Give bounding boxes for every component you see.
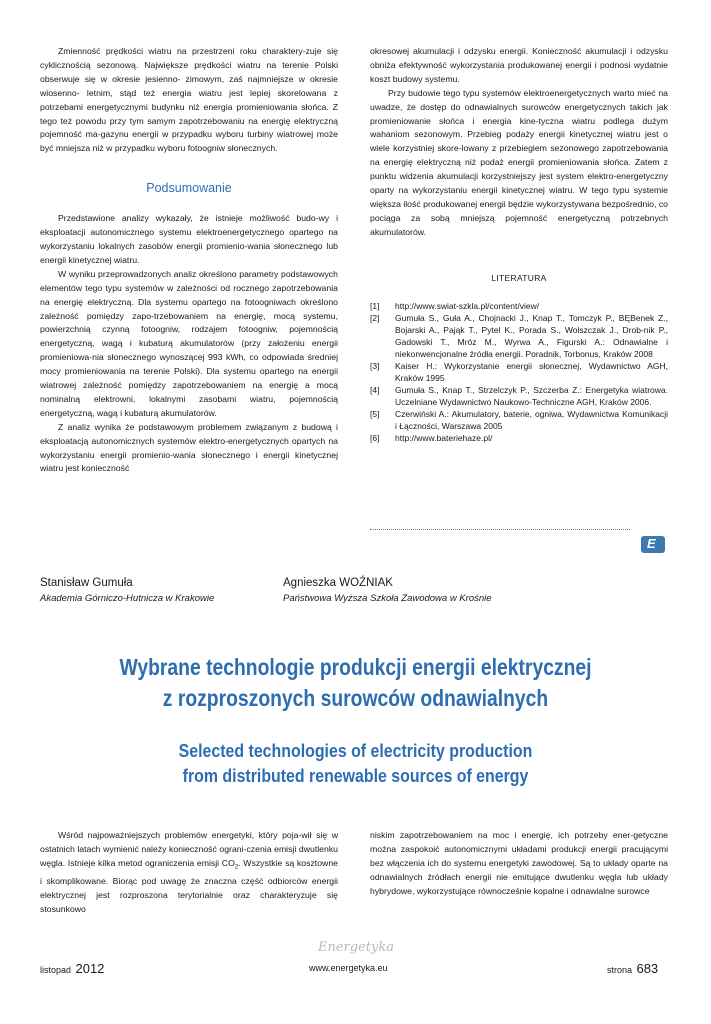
author-name: Stanisław Gumuła <box>40 577 133 589</box>
reference-item <box>370 384 668 408</box>
paragraph: Przedstawione analizy wykazały, że istnieje możliwość budo-wy i eksploatacji autonomicznego systemu elektroenergetycznego opartego na wykorzystaniu lokalnych zasobów energii promienio-wania słonecznego lub energii kinetycznej wiatru. <box>40 213 338 265</box>
paragraph: okresowej akumulacji i odzysku energii. Konieczność akumulacji i odzysku obniża efektywność wykorzystania produkowanej energii i podnosi wydatnie koszt budowy systemu. <box>370 46 668 84</box>
column-bottom-left <box>40 829 338 917</box>
journal-end-mark-icon: E <box>641 536 665 553</box>
column-top-left <box>40 45 338 476</box>
reference-number: [6] <box>370 432 380 443</box>
end-rule <box>370 529 630 530</box>
reference-number: [5] <box>370 408 380 419</box>
author-affiliation: Państwowa Wyższa Szkoła Zawodowa w Krośnie <box>283 593 492 604</box>
reference-text: Czerwiński A.: Akumulatory, baterie, ogniwa, Wydawnictwa Komunikacji i Łączności, Warszawa 2005 <box>395 408 668 431</box>
reference-number: [2] <box>370 312 380 323</box>
title-line: Selected technologies of electricity production <box>178 740 533 761</box>
reference-item <box>370 432 668 444</box>
reference-text: Kaiser H.: Wykorzystanie energii słonecznej, Wydawnictwo AGH, Kraków 1995 <box>395 360 668 383</box>
reference-number: [1] <box>370 300 380 311</box>
author-name: Agnieszka WOŹNIAK <box>283 577 393 589</box>
paragraph: Przy budowie tego typu systemów elektroenergetycznych warto mieć na uwadze, że dostęp do odnawialnych surowców energetycznych takich jak promieniowanie słońca i energia kine-tyczna wiatru podlega dużym wahaniom sezonowym. Przebieg podaży energii kinetycznej wiatru jest o wiele korzystniej skore-lowany z przebiegiem sezonowego zapotrzebowania na energię elektryczną niż podaż energii promieniowania słońca. Zatem z punktu widzenia akumulacji korzystniejszy jest system elektro-energetyczny oparty na wykorzystaniu energii kinetycznej wiatru. W tego typu systemie większa ilość produkowanej energii będzie wykorzystywana bezpośrednio, co pociąga za sobą mniejszą pojemność energetyczną potrzebnych akumulatorów. <box>370 87 668 237</box>
reference-number: [4] <box>370 384 380 395</box>
title-line: z rozproszonych surowców odnawialnych <box>162 685 549 711</box>
paragraph: W wyniku przeprowadzonych analiz określono parametry podstawowych elementów tego typu systemów w zależności od rocznego zapotrzebowania na energię elektryczną. Dla systemu opartego na fotoogniwach określono zależność pomiędzy zapo-trzebowaniem na energię, mocą systemu, powierzchnią czynną fotoogniw, rodzajem fotoogniw, pojemnością energetyczną, wagą i kubaturą akumulatorów (przy założeniu energii promieniowa-nia słonecznego wynoszącej 993 kWh, co odpowiada średniej mocy promieniowania na terenie Polski). Dla systemu opartego na energii wiatrowej zależność pomiędzy zapotrzebowaniem na energię a mocą nominalną elektrowni, lokalnymi zasobami wiatru, pojemnością energetyczną, wagą i kubaturą akumulatorów. <box>40 268 338 418</box>
title-line: from distributed renewable sources of energy <box>182 765 529 786</box>
article-title-english <box>84 738 627 788</box>
author-affiliation: Akademia Górniczo-Hutnicza w Krakowie <box>40 593 215 604</box>
reference-text: http://www.bateriehaze.pl/ <box>395 432 493 443</box>
reference-item <box>370 360 668 384</box>
paragraph: Z analiz wynika że podstawowym problemem związanym z budową i eksploatacją autonomicznych systemów elektro-energetycznych opartych na wykorzystaniu energii promienio-wania słonecznego i energii kinetycznej wiatru jest konieczność <box>40 421 338 474</box>
title-line: Wybrane technologie produkcji energii elektrycznej <box>119 654 592 680</box>
footer-page: strona 683 <box>607 961 659 976</box>
references-list <box>370 300 668 444</box>
reference-text: http://www.swiat-szkla.pl/content/view/ <box>395 300 540 311</box>
reference-item <box>370 300 668 312</box>
footer-website[interactable]: www.energetyka.eu <box>309 963 388 973</box>
reference-item <box>370 408 668 432</box>
column-top-right <box>370 45 668 444</box>
footer-date: listopad 2012 <box>40 961 105 976</box>
reference-number: [3] <box>370 360 380 371</box>
reference-text: Gumuła S., Knap T., Strzelczyk P., Szczerba Z.: Energetyka wiatrowa. Uczelniane Wydawnictwo Naukowo-Techniczne AGH, Kraków 2006. <box>395 384 668 407</box>
reference-text: Gumuła S., Guła A., Chojnacki J., Knap T., Tomczyk P., BĘBenek Z., Bojarski A., Pająk T., Pytel K., Porada S., Wolszczak J., Drob-nik P., Gadowski T., Mróz M., Wyrwa A., Figurski A.: Odnawialne i niekonwencjonalne źródła energii. Poradnik, Torbonus, Kraków 2008 <box>395 312 668 359</box>
paragraph: Zmienność prędkości wiatru na przestrzeni roku charaktery-zuje się cyklicznością sezonową. Największe prędkości wiatru na terenie Polski obserwuje się w okresie jesienno- zimowym, zaś najmniejsze w okresie wiosenno- letnim, stąd też energia wiatru jest lepiej skorelowana z potrzebami energetycznymi budynku niż energia promieniowania słońca. Z tego też powodu przy tym samym zapotrzebowaniu na energię elektryczną pojemność ma-gazynu energii w przypadku wyboru turbiny wiatrowej może być mniejsza niż w przypadku wyboru fotoogniw słonecznych. <box>40 46 338 154</box>
paragraph: Wśród najpoważniejszych problemów energetyki, który poja-wił się w ostatnich latach wymienić należy konieczność ograni-czenia emisji dwutlenku węgla. Istnieje kilka metod ograniczenia emisji $CO_2$. Wszystkie są kosztowne i skomplikowane. Biorąc pod uwagę że znaczna część odbiorców energii elektrycznej jest rozproszona terytorialnie oraz charakteryzuje się stosunkowo <box>40 830 338 915</box>
journal-logo: Energetyka <box>318 940 394 955</box>
column-bottom-right <box>370 829 668 899</box>
reference-item <box>370 312 668 360</box>
paragraph: niskim zapotrzebowaniem na moc i energię, ich potrzeby ener-getyczne można zaspokoić autonomicznymi układami produkcji energii pracującymi bez włączenia ich do systemu energetyki zawodowej. Są to układy oparte na odnawialnych źródłach energii nie emitujące dwutlenku węgla lub układy hybrydowe, wykorzystujące równocześnie kopalne i odnawialne surowce <box>370 830 668 896</box>
section-heading: Podsumowanie <box>146 181 232 196</box>
article-title-polish <box>90 652 620 714</box>
references-title: LITERATURA <box>491 272 547 283</box>
